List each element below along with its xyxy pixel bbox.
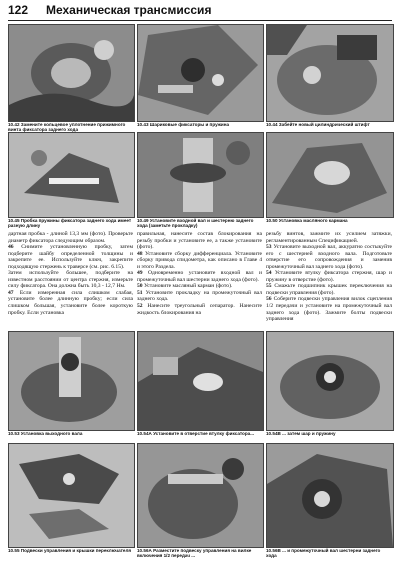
text-column-2 — [137, 231, 262, 316]
photo-10-44 — [266, 24, 394, 122]
paragraph: Одновременно установите входной вал и промежуточный вал шестерни заднего хода (фото). — [137, 270, 262, 283]
photo-10-42 — [8, 24, 135, 122]
paragraph: Установите выходной вал, аккуратно состыкуйте его с шестерней входного вала. Подготовьте отверстие его сопровождения и заменив промежуточный вал заднего хода (фото). — [266, 244, 392, 270]
photo-10-56b — [266, 443, 394, 548]
photo-10-43 — [137, 24, 264, 122]
page-header — [8, 3, 392, 21]
caption-10-54a: 10.54А Установите в отверстие втулку фиксатора... — [137, 431, 255, 436]
step-number: 54 — [266, 270, 272, 277]
paragraph: резьбу винтов, зажмите их усилием затяжки, регламентированным Спецификацией. — [266, 231, 392, 244]
step-number: 52 — [137, 303, 143, 310]
photo-10-55 — [8, 443, 135, 548]
photo-10-50 — [266, 132, 394, 218]
photo-10-45 — [8, 132, 135, 218]
caption-10-56b: 10.56В ... и промежуточный вал шестерни заднего хода — [266, 548, 381, 559]
paragraph: Снимите установленную пробку, затем подберите шайбу определенной толщины и закрепите ее. Используйте ключ, закрепите подходящую стержень к траверсе (см. рис. 6.15). — [8, 244, 133, 270]
page-title: Механическая трансмиссия — [46, 3, 212, 17]
page-number: 122 — [8, 3, 29, 17]
step-number: 47 — [8, 289, 14, 296]
text-column-1 — [8, 231, 133, 316]
paragraph: Установите сборку дифференциала. Установите сборку привода спидометра, как описано в Главе 4 и этого Раздела. — [137, 250, 262, 270]
photo-10-49 — [137, 132, 264, 218]
caption-10-42: 10.42 Замените кольцевое уплотнение прижимного винта фиксатора заднего хода — [8, 122, 126, 133]
paragraph: Соберите подвески управления вилок сцепления 1/2 передачи и установите на промежуточный вал заднего хода (фото). Зажмите болты подвески управления — [266, 296, 392, 323]
paragraph: Установите масляный карман (фото). — [144, 283, 233, 290]
caption-10-56a: 10.56А Разместите подвеску управления на вилке включения 1/2 передач ... — [137, 548, 252, 559]
step-number: 46 — [8, 244, 14, 251]
photo-10-54b — [266, 331, 394, 431]
step-number: 51 — [137, 289, 143, 296]
paragraph: Установите втулку фиксатора стержня, шар и пружину в отверстие (фото). — [266, 270, 392, 283]
step-number: 48 — [137, 250, 143, 257]
caption-10-49: 10.49 Установите входной вал и шестерню заднего хода (заметьте прокладку) — [137, 218, 254, 229]
paragraph: Затем используйте большее, подберите на известном расстоянии от центра стержня, измерьте силу фиксатора. Она должна быть 10,3 - 12,7 Нм. — [8, 270, 133, 290]
caption-10-53: 10.53 Установка выходного вала — [8, 431, 83, 436]
paragraph: правильная, нанесите состав блокирования на резьбу пробки и установите ее, а также установите (фото). — [137, 231, 262, 251]
caption-10-50: 10.50 Установка масляного кармана — [266, 218, 348, 223]
caption-10-55: 10.55 Подвески управления и крышки переключателя — [8, 548, 132, 553]
caption-10-45: 10.45 Пробка пружины фиксатора заднего хода имеет разную длину — [8, 218, 132, 229]
caption-10-54b: 10.54В ... затем шар и пружину — [266, 431, 336, 436]
caption-10-44: 10.44 Забейте новый цилиндрический штифт — [266, 122, 370, 127]
paragraph: Если измеренная сила слишком слабая, установите более длинную пробку; если сила слишком большая, установите более короткую пробку. Если установка — [8, 289, 133, 316]
paragraph: дартная пробка - длиной 13,3 мм (фото). Проверьте диаметр фиксатора следующим образом. — [8, 231, 133, 244]
caption-10-43: 10.43 Шариковые фиксаторы и пружина — [137, 122, 230, 127]
step-number: 49 — [137, 270, 143, 277]
step-number: 56 — [266, 296, 272, 303]
photo-10-53 — [8, 331, 135, 431]
step-number: 53 — [266, 244, 272, 251]
step-number: 55 — [266, 283, 272, 290]
paragraph: Установите прокладку на промежуточный вал заднего хода. — [137, 289, 262, 303]
text-column-3 — [266, 231, 392, 323]
paragraph: Нанесите треугольный сепаратор. Нанесите жидкость блокирования на — [137, 303, 263, 316]
photo-10-56a — [137, 443, 264, 548]
paragraph: Смажьте подшипник крышек переключения на подвески управления (фото). — [266, 283, 392, 296]
step-number: 50 — [137, 283, 143, 290]
photo-10-54a — [137, 331, 264, 431]
